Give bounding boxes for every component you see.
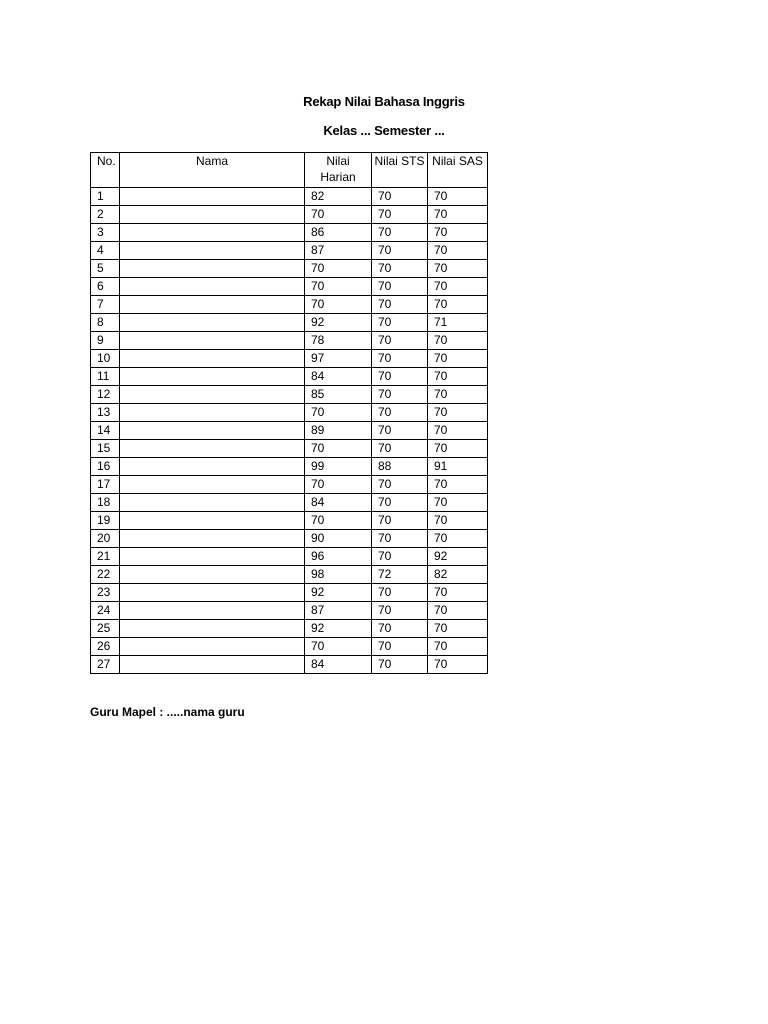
cell-nama bbox=[120, 224, 305, 242]
table-row bbox=[91, 260, 488, 278]
cell-nilai-sts: 70 bbox=[372, 278, 428, 296]
cell-nilai-harian: 89 bbox=[305, 422, 372, 440]
cell-nama bbox=[120, 584, 305, 602]
cell-nilai-harian: 86 bbox=[305, 224, 372, 242]
cell-nilai-sas: 91 bbox=[428, 458, 488, 476]
cell-nilai-sts: 70 bbox=[372, 548, 428, 566]
cell-nilai-sts: 70 bbox=[372, 332, 428, 350]
table-row bbox=[91, 440, 488, 458]
cell-nama bbox=[120, 332, 305, 350]
cell-nilai-harian: 87 bbox=[305, 602, 372, 620]
cell-nilai-sas: 70 bbox=[428, 224, 488, 242]
cell-nilai-harian: 70 bbox=[305, 206, 372, 224]
cell-nama bbox=[120, 494, 305, 512]
cell-no: 4 bbox=[91, 242, 120, 260]
cell-nilai-sas: 70 bbox=[428, 332, 488, 350]
cell-nilai-harian: 70 bbox=[305, 404, 372, 422]
cell-nilai-sts: 70 bbox=[372, 602, 428, 620]
cell-nilai-sas: 70 bbox=[428, 296, 488, 314]
cell-no: 22 bbox=[91, 566, 120, 584]
cell-nama bbox=[120, 314, 305, 332]
cell-nilai-sts: 70 bbox=[372, 638, 428, 656]
cell-nilai-harian: 92 bbox=[305, 620, 372, 638]
cell-no: 7 bbox=[91, 296, 120, 314]
cell-nama bbox=[120, 404, 305, 422]
cell-no: 16 bbox=[91, 458, 120, 476]
cell-nama bbox=[120, 638, 305, 656]
header-nama: Nama bbox=[120, 153, 305, 188]
cell-nama bbox=[120, 458, 305, 476]
table-row bbox=[91, 494, 488, 512]
cell-nama bbox=[120, 422, 305, 440]
cell-no: 19 bbox=[91, 512, 120, 530]
cell-no: 27 bbox=[91, 656, 120, 674]
cell-nilai-harian: 84 bbox=[305, 368, 372, 386]
cell-nilai-harian: 98 bbox=[305, 566, 372, 584]
cell-nilai-sas: 82 bbox=[428, 566, 488, 584]
table-row bbox=[91, 314, 488, 332]
cell-nama bbox=[120, 512, 305, 530]
cell-nilai-sts: 70 bbox=[372, 296, 428, 314]
header-nilai-sts: Nilai STS bbox=[372, 153, 428, 188]
cell-nama bbox=[120, 602, 305, 620]
header-no: No. bbox=[91, 153, 120, 188]
cell-nilai-sts: 70 bbox=[372, 476, 428, 494]
cell-nama bbox=[120, 350, 305, 368]
cell-nama bbox=[120, 188, 305, 206]
table-row bbox=[91, 602, 488, 620]
cell-no: 20 bbox=[91, 530, 120, 548]
cell-nilai-sas: 70 bbox=[428, 350, 488, 368]
cell-nilai-sas: 70 bbox=[428, 422, 488, 440]
cell-nilai-sas: 70 bbox=[428, 530, 488, 548]
cell-nilai-harian: 70 bbox=[305, 440, 372, 458]
cell-nilai-sas: 70 bbox=[428, 188, 488, 206]
cell-nama bbox=[120, 278, 305, 296]
cell-nama bbox=[120, 206, 305, 224]
cell-nama bbox=[120, 242, 305, 260]
cell-nilai-sts: 70 bbox=[372, 404, 428, 422]
table-body bbox=[91, 188, 488, 674]
cell-nilai-harian: 85 bbox=[305, 386, 372, 404]
cell-nilai-sas: 70 bbox=[428, 602, 488, 620]
table-header-row bbox=[91, 153, 488, 188]
cell-no: 1 bbox=[91, 188, 120, 206]
table-row bbox=[91, 350, 488, 368]
cell-nilai-sas: 70 bbox=[428, 638, 488, 656]
cell-nilai-sas: 70 bbox=[428, 476, 488, 494]
cell-nama bbox=[120, 260, 305, 278]
table-row bbox=[91, 206, 488, 224]
cell-no: 2 bbox=[91, 206, 120, 224]
cell-nilai-harian: 70 bbox=[305, 638, 372, 656]
cell-nilai-harian: 70 bbox=[305, 476, 372, 494]
cell-no: 3 bbox=[91, 224, 120, 242]
cell-nilai-sts: 70 bbox=[372, 422, 428, 440]
cell-nilai-sts: 70 bbox=[372, 386, 428, 404]
cell-no: 21 bbox=[91, 548, 120, 566]
cell-nilai-sts: 70 bbox=[372, 224, 428, 242]
cell-nilai-sas: 70 bbox=[428, 584, 488, 602]
cell-nilai-harian: 84 bbox=[305, 656, 372, 674]
document-title: Rekap Nilai Bahasa Inggris bbox=[303, 94, 465, 109]
cell-nilai-sts: 70 bbox=[372, 260, 428, 278]
cell-nilai-harian: 96 bbox=[305, 548, 372, 566]
cell-nilai-sts: 70 bbox=[372, 620, 428, 638]
table-row bbox=[91, 422, 488, 440]
cell-nama bbox=[120, 656, 305, 674]
cell-no: 24 bbox=[91, 602, 120, 620]
cell-nilai-sts: 70 bbox=[372, 242, 428, 260]
cell-nilai-harian: 82 bbox=[305, 188, 372, 206]
cell-nilai-sts: 70 bbox=[372, 314, 428, 332]
cell-no: 6 bbox=[91, 278, 120, 296]
cell-nilai-harian: 87 bbox=[305, 242, 372, 260]
cell-no: 8 bbox=[91, 314, 120, 332]
cell-nama bbox=[120, 368, 305, 386]
table-row bbox=[91, 332, 488, 350]
cell-nilai-sts: 70 bbox=[372, 584, 428, 602]
cell-no: 11 bbox=[91, 368, 120, 386]
cell-no: 18 bbox=[91, 494, 120, 512]
teacher-signature-line: Guru Mapel : .....nama guru bbox=[90, 705, 245, 719]
cell-nilai-sts: 70 bbox=[372, 188, 428, 206]
cell-nilai-sts: 70 bbox=[372, 206, 428, 224]
table-row bbox=[91, 404, 488, 422]
cell-nilai-sas: 71 bbox=[428, 314, 488, 332]
cell-nilai-harian: 84 bbox=[305, 494, 372, 512]
cell-nilai-sas: 70 bbox=[428, 620, 488, 638]
cell-no: 14 bbox=[91, 422, 120, 440]
cell-nilai-sts: 88 bbox=[372, 458, 428, 476]
cell-nama bbox=[120, 620, 305, 638]
table-row bbox=[91, 566, 488, 584]
table-row bbox=[91, 242, 488, 260]
cell-nilai-sas: 70 bbox=[428, 368, 488, 386]
cell-nilai-harian: 99 bbox=[305, 458, 372, 476]
cell-nilai-harian: 70 bbox=[305, 296, 372, 314]
cell-nilai-sas: 70 bbox=[428, 260, 488, 278]
cell-nilai-sas: 70 bbox=[428, 656, 488, 674]
table-row bbox=[91, 656, 488, 674]
cell-nilai-harian: 70 bbox=[305, 260, 372, 278]
table-row bbox=[91, 224, 488, 242]
table-row bbox=[91, 278, 488, 296]
table-row bbox=[91, 620, 488, 638]
cell-nama bbox=[120, 296, 305, 314]
table-row bbox=[91, 296, 488, 314]
table-row bbox=[91, 584, 488, 602]
cell-no: 12 bbox=[91, 386, 120, 404]
cell-no: 15 bbox=[91, 440, 120, 458]
table-row bbox=[91, 638, 488, 656]
cell-nama bbox=[120, 476, 305, 494]
grades-table bbox=[90, 152, 488, 674]
cell-nilai-harian: 70 bbox=[305, 278, 372, 296]
cell-no: 5 bbox=[91, 260, 120, 278]
cell-nilai-sas: 70 bbox=[428, 440, 488, 458]
cell-nilai-sas: 70 bbox=[428, 386, 488, 404]
cell-nama bbox=[120, 440, 305, 458]
cell-nilai-sas: 70 bbox=[428, 206, 488, 224]
header-nilai-sas: Nilai SAS bbox=[428, 153, 488, 188]
cell-nilai-sas: 70 bbox=[428, 512, 488, 530]
cell-nilai-sts: 70 bbox=[372, 656, 428, 674]
cell-nama bbox=[120, 386, 305, 404]
cell-nilai-sts: 70 bbox=[372, 440, 428, 458]
cell-nilai-sts: 72 bbox=[372, 566, 428, 584]
cell-no: 23 bbox=[91, 584, 120, 602]
cell-no: 25 bbox=[91, 620, 120, 638]
cell-nilai-sas: 70 bbox=[428, 278, 488, 296]
cell-nama bbox=[120, 530, 305, 548]
document-subtitle: Kelas ... Semester ... bbox=[323, 123, 445, 138]
cell-no: 26 bbox=[91, 638, 120, 656]
cell-no: 10 bbox=[91, 350, 120, 368]
cell-no: 17 bbox=[91, 476, 120, 494]
header-nilai-harian: Nilai Harian bbox=[305, 153, 372, 188]
table-row bbox=[91, 368, 488, 386]
cell-nama bbox=[120, 548, 305, 566]
cell-nilai-sts: 70 bbox=[372, 512, 428, 530]
cell-nilai-harian: 92 bbox=[305, 584, 372, 602]
table-row bbox=[91, 512, 488, 530]
cell-nilai-harian: 97 bbox=[305, 350, 372, 368]
cell-no: 9 bbox=[91, 332, 120, 350]
table-row bbox=[91, 188, 488, 206]
cell-no: 13 bbox=[91, 404, 120, 422]
cell-nama bbox=[120, 566, 305, 584]
cell-nilai-harian: 92 bbox=[305, 314, 372, 332]
table-row bbox=[91, 458, 488, 476]
cell-nilai-harian: 70 bbox=[305, 512, 372, 530]
table-row bbox=[91, 386, 488, 404]
cell-nilai-sts: 70 bbox=[372, 530, 428, 548]
table-row bbox=[91, 476, 488, 494]
cell-nilai-sts: 70 bbox=[372, 494, 428, 512]
cell-nilai-sas: 92 bbox=[428, 548, 488, 566]
cell-nilai-sas: 70 bbox=[428, 494, 488, 512]
cell-nilai-sts: 70 bbox=[372, 350, 428, 368]
table-row bbox=[91, 548, 488, 566]
cell-nilai-harian: 78 bbox=[305, 332, 372, 350]
table-row bbox=[91, 530, 488, 548]
cell-nilai-harian: 90 bbox=[305, 530, 372, 548]
cell-nilai-sas: 70 bbox=[428, 404, 488, 422]
cell-nilai-sts: 70 bbox=[372, 368, 428, 386]
cell-nilai-sas: 70 bbox=[428, 242, 488, 260]
